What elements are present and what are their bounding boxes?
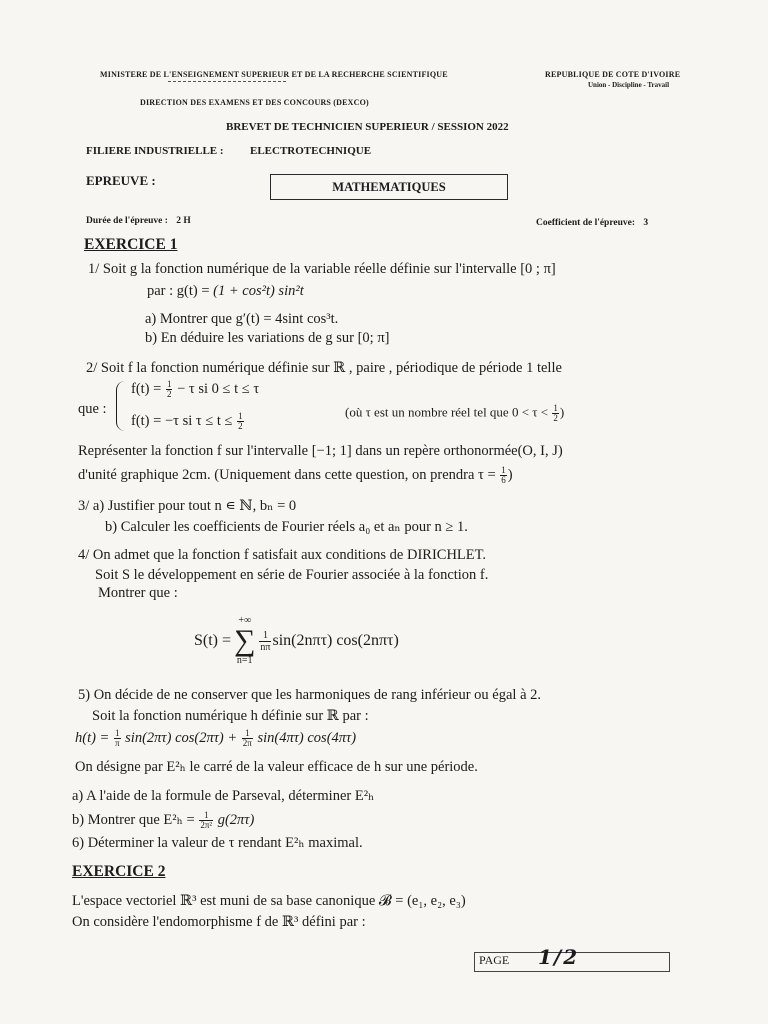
fraction-sixth: $\frac{1}{6}$ — [501, 465, 506, 485]
q4-line2: Soit S le développement en série de Fourier associée à la fonction f. — [95, 567, 489, 583]
filiere-value: ELECTROTECHNIQUE — [250, 145, 372, 157]
coefficient-label: Coefficient de l'épreuve: — [536, 218, 636, 228]
q1-intro: 1/ Soit g la fonction numérique de la variable réelle définie sur l'intervalle [0 ; π] — [88, 261, 556, 277]
q1a: a) Montrer que g′(t) = 4sint cos³t. — [145, 311, 339, 327]
q4-line3: Montrer que : — [98, 585, 178, 601]
q5b-b: g(2πτ) — [214, 811, 255, 828]
q6: 6) Déterminer la valeur de τ rendant E²ₕ maximal. — [72, 835, 363, 851]
q5-line1: 5) On décide de ne conserver que les harmoniques de rang inférieur ou égal à 2. — [78, 687, 542, 703]
fourier-formula — [194, 611, 399, 671]
q3b: b) Calculer les coefficients de Fourier réels a₀ et aₙ pour n ≥ 1. — [105, 519, 468, 535]
coefficient-value: 3 — [643, 218, 649, 228]
duration-label: Durée de l'épreuve : — [86, 216, 168, 226]
header-divider — [168, 81, 286, 82]
q2-intro: 2/ Soit f la fonction numérique définie sur ℝ , paire , périodique de période 1 telle — [86, 360, 562, 376]
q2-line1-b: − τ si 0 ≤ t ≤ τ — [173, 380, 260, 397]
fraction-one-over-pi: $\frac{1}{\pi}$ — [114, 728, 120, 748]
formula-lhs: S(t) = — [194, 632, 232, 649]
fraction-half: $\frac{1}{2}$ — [238, 411, 243, 431]
duration-value: 2 H — [176, 216, 191, 226]
q2-line2-a: f(t) = −τ si τ ≤ t ≤ — [131, 412, 237, 429]
direction-header: DIRECTION DES EXAMENS ET DES CONCOURS (DEXCO) — [140, 98, 369, 107]
q2-line1-a: f(t) = — [131, 380, 165, 397]
exercise2-title: EXERCICE 2 — [72, 863, 166, 880]
page-number: 1/2 — [538, 945, 580, 969]
republic-motto: Union - Discipline - Travail — [588, 81, 670, 89]
q2-unit-b: ) — [507, 466, 513, 483]
q5b — [72, 811, 254, 830]
sum-lower: n=1 — [236, 655, 253, 666]
q5b-a: b) Montrer que E²ₕ = — [72, 811, 199, 828]
q2-note-a: (où τ est un nombre réel tel que 0 < τ < — [345, 404, 552, 420]
ex2-line1: L'espace vectoriel ℝ³ est muni de sa base canonique 𝓑 = (e₁, e₂, e₃) — [72, 893, 466, 909]
piecewise-brace — [116, 381, 125, 431]
duration — [86, 216, 191, 226]
filiere-label: FILIERE INDUSTRIELLE : — [86, 145, 224, 157]
fraction-one-over-2pi: $\frac{1}{2\pi}$ — [242, 728, 252, 748]
page-label: PAGE — [479, 953, 510, 967]
sigma-icon: ∑ — [234, 624, 256, 657]
q1-def-prefix: par : g(t) = — [147, 283, 214, 299]
fraction-one-over-npi: $\frac{1}{n\pi}$ — [260, 629, 271, 653]
q5a: a) A l'aide de la formule de Parseval, déterminer E²ₕ — [72, 788, 375, 804]
q1b: b) En déduire les variations de g sur [0; π] — [145, 330, 390, 346]
epreuve-label: EPREUVE : — [86, 173, 156, 188]
q2-line2 — [131, 412, 245, 431]
q2-note — [345, 404, 564, 423]
sum-symbol — [234, 616, 255, 666]
republic-header: REPUBLIQUE DE COTE D'IVOIRE — [545, 70, 681, 79]
sum-upper: +∞ — [238, 615, 252, 626]
ministry-header: MINISTERE DE L'ENSEIGNEMENT SUPERIEUR ET DE LA RECHERCHE SCIENTIFIQUE — [100, 70, 448, 79]
exam-title: BREVET DE TECHNICIEN SUPERIEUR / SESSION 2022 — [226, 121, 509, 133]
q4-line1: 4/ On admet que la fonction f satisfait aux conditions de DIRICHLET. — [78, 547, 487, 563]
fraction-half: $\frac{1}{2}$ — [166, 379, 172, 399]
q2-represent: Représenter la fonction f sur l'intervalle [−1; 1] dans un repère orthonormée(O, I, J) — [78, 443, 563, 459]
subject-box — [270, 174, 508, 200]
h-mid: sin(2πτ) cos(2πτ) + — [121, 729, 241, 746]
ex2-line2: On considère l'endomorphisme f de ℝ³ défini par : — [72, 914, 366, 930]
q2-unit-a: d'unité graphique 2cm. (Uniquement dans cette question, on prendra τ = — [78, 466, 500, 483]
q1-definition — [147, 283, 304, 300]
subject-title: MATHEMATIQUES — [332, 179, 446, 194]
formula-rhs: sin(2nπτ) cos(2nπτ) — [272, 632, 399, 649]
q2-line1 — [131, 380, 259, 399]
q1-def-expr: (1 + cos²t) sin²t — [213, 283, 304, 299]
fraction-one-over-2pi-sq: $\frac{1}{\text{2π²}}$ — [200, 810, 213, 830]
q5-line3: On désigne par E²ₕ le carré de la valeur efficace de h sur une période. — [75, 759, 478, 775]
q2-que: que : — [78, 401, 107, 417]
q2-unit — [78, 466, 513, 485]
coefficient — [536, 218, 648, 228]
q5-h-definition — [75, 729, 356, 748]
exercise1-title: EXERCICE 1 — [84, 236, 178, 253]
q5-line2: Soit la fonction numérique h définie sur ℝ par : — [92, 708, 369, 724]
h-lhs: h(t) = — [75, 729, 113, 746]
fraction-half: $\frac{1}{2}$ — [553, 403, 558, 423]
h-end: sin(4πτ) cos(4πτ) — [253, 729, 357, 746]
q2-note-b: ) — [559, 404, 565, 420]
q3a: 3/ a) Justifier pour tout n ∊ ℕ, bₙ = 0 — [78, 498, 297, 514]
